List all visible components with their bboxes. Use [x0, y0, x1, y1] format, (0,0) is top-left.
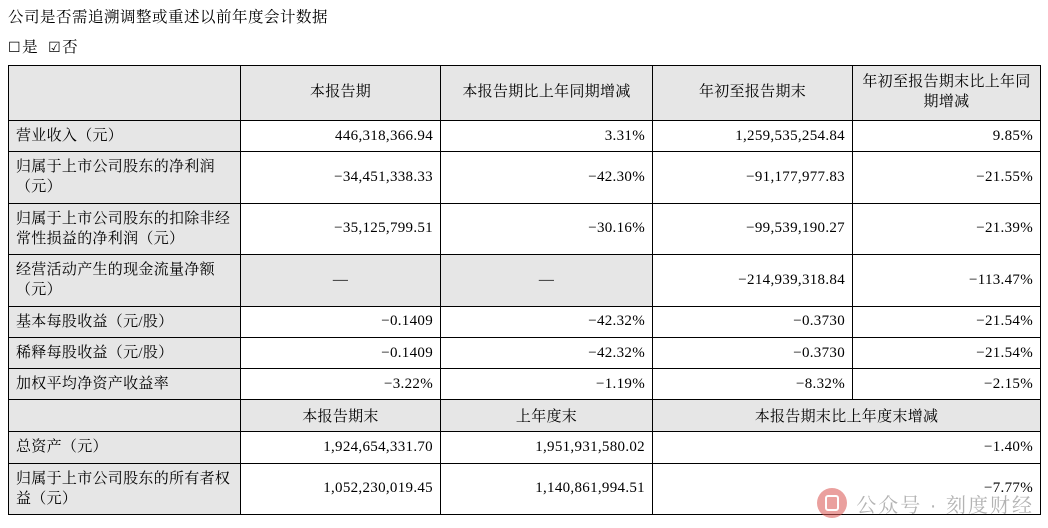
row-value: 9.85% — [853, 120, 1041, 151]
header-cell-period: 本报告期 — [241, 65, 441, 120]
row-value: −21.39% — [853, 203, 1041, 255]
subheader-cell-prior-year-end: 上年度末 — [441, 400, 653, 432]
table-row — [9, 120, 1041, 151]
row-value: 1,140,861,994.51 — [441, 463, 653, 515]
row-value: 446,318,366.94 — [241, 120, 441, 151]
table-header-row — [9, 65, 1041, 120]
choice-yes-label: 是 — [22, 38, 39, 56]
row-value: −42.30% — [441, 152, 653, 204]
financial-table — [8, 65, 1041, 515]
row-label: 经营活动产生的现金流量净额（元） — [9, 255, 241, 307]
row-value: −99,539,190.27 — [653, 203, 853, 255]
watermark-text: 公众号 · 刻度财经 — [856, 494, 1034, 517]
table-row — [9, 152, 1041, 204]
subheader-cell-period-end: 本报告期末 — [241, 400, 441, 432]
row-label: 加权平均净资产收益率 — [9, 369, 241, 400]
choice-no[interactable] — [48, 35, 78, 57]
checkbox-checked-icon[interactable]: ☑ — [48, 39, 62, 56]
row-label: 归属于上市公司股东的扣除非经常性损益的净利润（元） — [9, 203, 241, 255]
row-value: — — [241, 255, 441, 307]
subheader-cell-change: 本报告期末比上年度末增减 — [653, 400, 1041, 432]
row-value: 1,052,230,019.45 — [241, 463, 441, 515]
choice-group — [0, 29, 1048, 65]
row-value: −0.1409 — [241, 306, 441, 337]
table-row — [9, 306, 1041, 337]
row-value: −0.1409 — [241, 337, 441, 368]
row-value: −113.47% — [853, 255, 1041, 307]
table-row — [9, 337, 1041, 368]
row-value: −214,939,318.84 — [653, 255, 853, 307]
row-value: 1,259,535,254.84 — [653, 120, 853, 151]
row-value: −0.3730 — [653, 306, 853, 337]
question-text: 公司是否需追溯调整或重述以前年度会计数据 — [8, 9, 329, 26]
row-value: −2.15% — [853, 369, 1041, 400]
row-value: −30.16% — [441, 203, 653, 255]
row-label: 归属于上市公司股东的净利润（元） — [9, 152, 241, 204]
row-value: −35,125,799.51 — [241, 203, 441, 255]
row-label: 归属于上市公司股东的所有者权益（元） — [9, 463, 241, 515]
row-value: — — [441, 255, 653, 307]
row-value: −3.22% — [241, 369, 441, 400]
table-row — [9, 203, 1041, 255]
table-row — [9, 432, 1041, 463]
row-value: −21.55% — [853, 152, 1041, 204]
subheader-cell-blank — [9, 400, 241, 432]
row-value: −34,451,338.33 — [241, 152, 441, 204]
header-cell-blank — [9, 65, 241, 120]
row-value: −7.77% — [653, 463, 1041, 515]
row-label: 总资产（元） — [9, 432, 241, 463]
checkbox-unchecked-icon[interactable]: ☐ — [8, 39, 22, 56]
table-row — [9, 255, 1041, 307]
row-value: −91,177,977.83 — [653, 152, 853, 204]
table-subheader-row — [9, 400, 1041, 432]
row-value: 1,951,931,580.02 — [441, 432, 653, 463]
row-value: −42.32% — [441, 306, 653, 337]
row-value: −42.32% — [441, 337, 653, 368]
choice-no-label: 否 — [62, 38, 79, 56]
row-value: −8.32% — [653, 369, 853, 400]
row-value: −0.3730 — [653, 337, 853, 368]
header-cell-ytd: 年初至报告期末 — [653, 65, 853, 120]
row-value: 3.31% — [441, 120, 653, 151]
table-row — [9, 463, 1041, 515]
row-value: −1.40% — [653, 432, 1041, 463]
choice-yes[interactable] — [8, 35, 38, 57]
row-label: 稀释每股收益（元/股） — [9, 337, 241, 368]
header-cell-period-yoy: 本报告期比上年同期增减 — [441, 65, 653, 120]
table-row — [9, 369, 1041, 400]
row-label: 营业收入（元） — [9, 120, 241, 151]
row-value: −21.54% — [853, 306, 1041, 337]
row-value: −21.54% — [853, 337, 1041, 368]
row-label: 基本每股收益（元/股） — [9, 306, 241, 337]
row-value: 1,924,654,331.70 — [241, 432, 441, 463]
header-cell-ytd-yoy: 年初至报告期末比上年同期增减 — [853, 65, 1041, 120]
row-value: −1.19% — [441, 369, 653, 400]
